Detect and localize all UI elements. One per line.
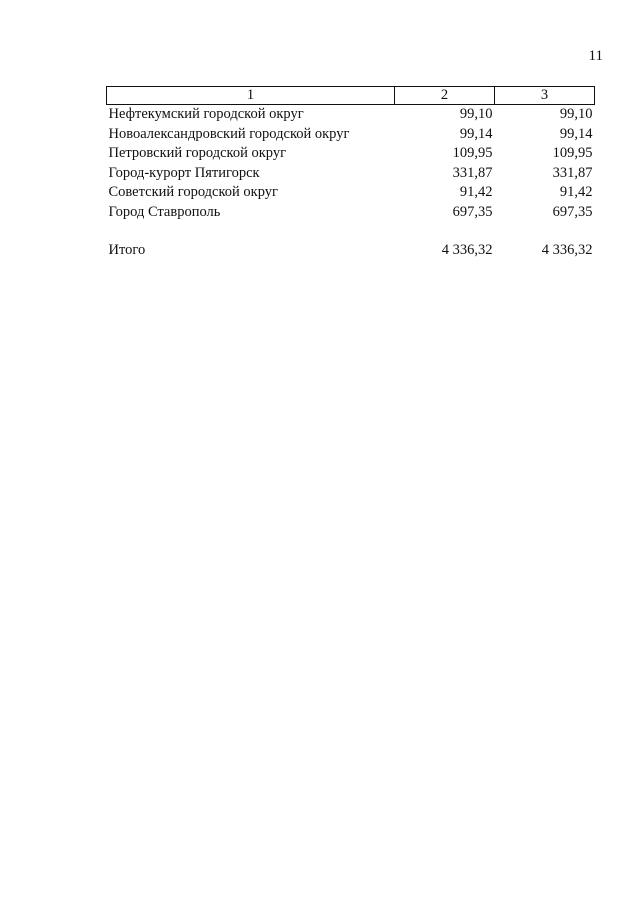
row-value-col3: 697,35 — [552, 203, 593, 220]
table-header — [107, 87, 595, 105]
row-value-col2: 697,35 — [452, 203, 493, 220]
row-value-col2: 109,95 — [452, 145, 493, 161]
header-cell: 3 — [495, 87, 595, 105]
header-cell: 1 — [107, 87, 395, 105]
row-spacer — [107, 222, 595, 241]
row-name: Советский городской округ — [108, 184, 278, 200]
row-value-col2: 99,14 — [459, 125, 493, 142]
row-name: Новоалександровский городской округ — [108, 125, 350, 142]
row-value-col3: 331,87 — [552, 164, 593, 181]
total-row — [107, 241, 595, 261]
table-row — [107, 164, 595, 184]
row-name: Петровский городской округ — [108, 145, 287, 161]
page-number: 11 — [588, 48, 603, 64]
row-name: Город-курорт Пятигорск — [108, 164, 260, 181]
row-name: Город Ставрополь — [108, 203, 221, 220]
table-row — [107, 144, 595, 164]
row-value-col2: 91,42 — [459, 184, 493, 200]
row-value-col2: 331,87 — [452, 164, 493, 181]
row-value-col3: 91,42 — [559, 184, 593, 200]
row-name: Нефтекумский городской округ — [108, 106, 304, 122]
row-value-col3: 99,14 — [559, 125, 593, 142]
total-value-col2: 4 336,32 — [441, 242, 493, 258]
row-value-col3: 109,95 — [552, 145, 593, 161]
row-value-col3: 99,10 — [559, 106, 593, 122]
data-table — [106, 86, 594, 261]
row-value-col2: 99,10 — [459, 106, 493, 122]
table-row — [107, 183, 595, 203]
table-row — [107, 125, 595, 145]
total-value-col3: 4 336,32 — [541, 242, 593, 258]
table-row — [107, 203, 595, 223]
total-label: Итого — [108, 242, 146, 258]
table-row — [107, 105, 595, 125]
header-cell: 2 — [395, 87, 495, 105]
